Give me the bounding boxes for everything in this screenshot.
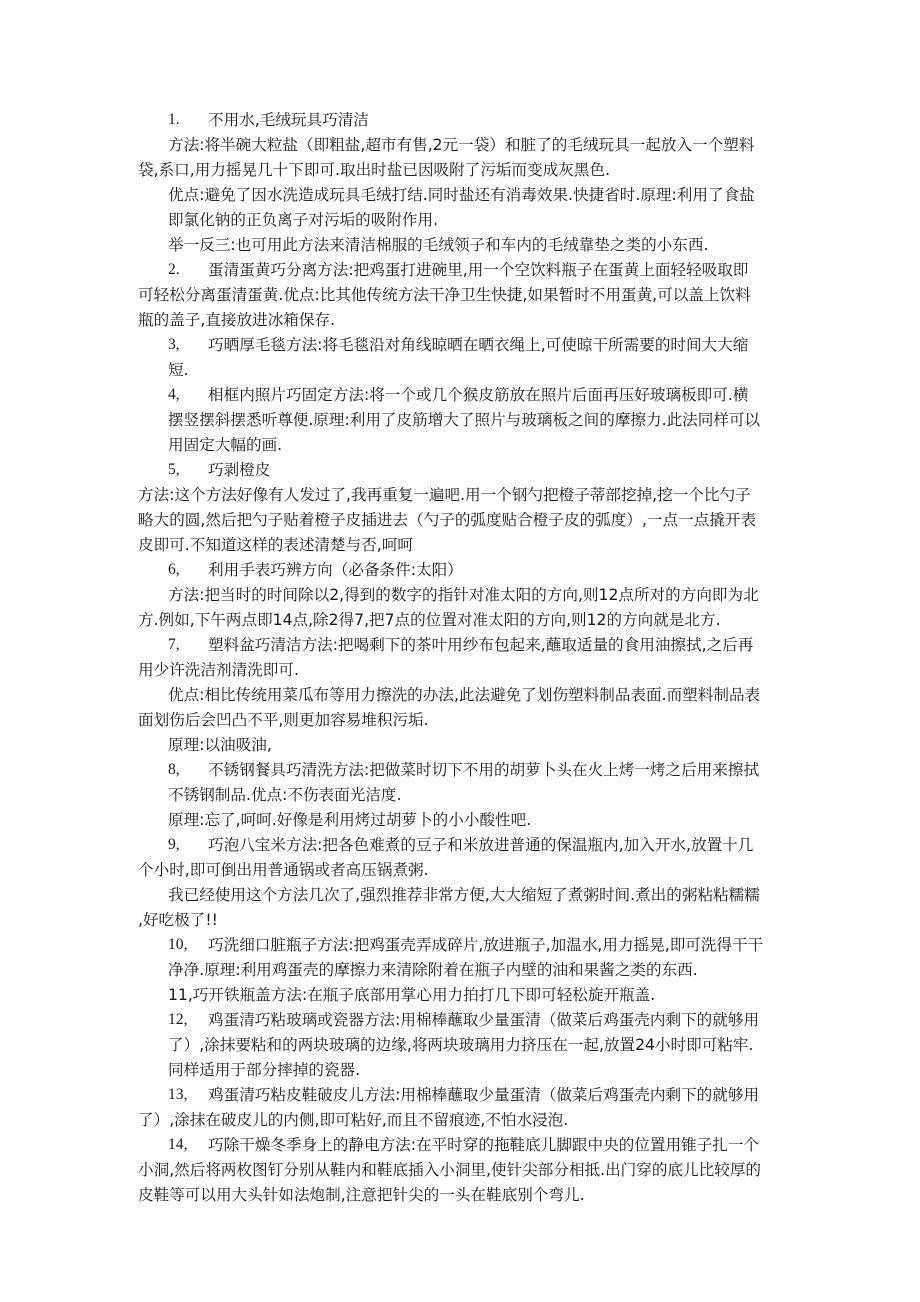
text-line: 我已经使用这个方法几次了,强烈推荐非常方便,大大缩短了煮粥时间.煮出的粥粘粘糯糯 bbox=[168, 886, 760, 904]
text-line: 优点:避免了因水洗造成玩具毛绒打结.同时盐还有消毒效果.快捷省时.原理:利用了食盐 bbox=[168, 186, 755, 204]
text-line: 方法:这个方法好像有人发过了,我再重复一遍吧.用一个钢勺把橙子蒂部挖掉,挖一个比勺子 bbox=[138, 486, 751, 504]
item-heading: 塑料盆巧清洁方法:把喝剩下的茶叶用纱布包起来,蘸取适量的食用油擦拭,之后再 bbox=[208, 636, 754, 654]
item-number: 10, bbox=[168, 936, 188, 953]
text-line: 瓶的盖子,直接放进冰箱保存. bbox=[138, 311, 336, 329]
item-number: 3, bbox=[168, 336, 180, 353]
item-number: 2. bbox=[168, 261, 180, 278]
item-heading: 利用手表巧辨方向（必备条件:太阳） bbox=[208, 561, 463, 579]
item-heading: 巧洗细口脏瓶子方法:把鸡蛋壳弄成碎片,放进瓶子,加温水,用力摇晃,即可洗得干干 bbox=[208, 936, 764, 954]
item-number: 4, bbox=[168, 386, 180, 403]
text-line: 11,巧开铁瓶盖方法:在瓶子底部用掌心用力拍打几下即可轻松旋开瓶盖. bbox=[168, 986, 656, 1004]
text-line: 同样适用于部分摔掉的瓷器. bbox=[168, 1061, 361, 1079]
text-line: 方.例如,下午两点即14点,除2得7,把7点的位置对准太阳的方向,则12的方向就是北方. bbox=[138, 611, 721, 629]
text-line: 用少许洗洁剂清洗即可. bbox=[138, 661, 299, 679]
text-line: 略大的圆,然后把勺子贴着橙子皮插进去（勺子的弧度贴合橙子皮的弧度）,一点一点撬开表 bbox=[138, 511, 757, 529]
item-number: 12, bbox=[168, 1011, 188, 1028]
text-line: 原理:以油吸油, bbox=[168, 736, 272, 754]
item-number: 9, bbox=[168, 836, 180, 853]
item-heading: 鸡蛋清巧粘皮鞋破皮儿方法:用棉棒蘸取少量蛋清（做菜后鸡蛋壳内剩下的就够用 bbox=[208, 1086, 760, 1104]
text-line: 短. bbox=[168, 361, 189, 379]
item-number: 5, bbox=[168, 461, 180, 478]
text-line: 即氯化钠的正负离子对污垢的吸附作用. bbox=[168, 211, 439, 229]
item-heading: 巧除干燥冬季身上的静电方法:在平时穿的拖鞋底儿脚跟中央的位置用锥子扎一个 bbox=[208, 1136, 760, 1154]
item-number: 14, bbox=[168, 1136, 188, 1153]
item-heading: 巧泡八宝米方法:把各色难煮的豆子和米放进普通的保温瓶内,加入开水,放置十几 bbox=[208, 836, 754, 854]
text-line: 举一反三:也可用此方法来清洁棉服的毛绒领子和车内的毛绒靠垫之类的小东西. bbox=[168, 236, 709, 254]
text-line: 方法:将半碗大粒盐（即粗盐,超市有售,2元一袋）和脏了的毛绒玩具一起放入一个塑料 bbox=[168, 136, 755, 154]
item-number: 6, bbox=[168, 561, 180, 578]
text-line: 皮鞋等可以用大头针如法炮制,注意把针尖的一头在鞋底别个弯儿. bbox=[138, 1186, 585, 1204]
text-line: 面划伤后会凹凸不平,则更加容易堆积污垢. bbox=[138, 711, 429, 729]
text-line: 小洞,然后将两枚图钉分别从鞋内和鞋底插入小洞里,使针尖部分相抵.出门穿的底儿比较厚的 bbox=[138, 1161, 762, 1179]
text-line: 个小时,即可倒出用普通锅或者高压锅煮粥. bbox=[138, 861, 429, 879]
item-heading: 巧剥橙皮 bbox=[208, 461, 271, 479]
item-heading: 鸡蛋清巧粘玻璃或瓷器方法:用棉棒蘸取少量蛋清（做菜后鸡蛋壳内剩下的就够用 bbox=[208, 1011, 760, 1029]
item-heading: 巧晒厚毛毯方法:将毛毯沿对角线晾晒在晒衣绳上,可使晾干所需要的时间大大缩 bbox=[208, 336, 749, 354]
text-line: 了）,涂抹要粘和的两块玻璃的边缘,将两块玻璃用力挤压在一起,放置24小时即可粘牢. bbox=[168, 1036, 754, 1054]
text-line: 摆竖摆斜摆悉听尊便.原理:利用了皮筋增大了照片与玻璃板之间的摩擦力.此法同样可以 bbox=[168, 411, 761, 429]
text-line: 净净.原理:利用鸡蛋壳的摩擦力来清除附着在瓶子内壁的油和果酱之类的东西. bbox=[168, 961, 698, 979]
item-number: 1. bbox=[168, 111, 180, 128]
item-number: 13, bbox=[168, 1086, 188, 1103]
text-line: 原理:忘了,呵呵.好像是利用烤过胡萝卜的小小酸性吧. bbox=[168, 811, 532, 829]
item-heading: 蛋清蛋黄巧分离方法:把鸡蛋打进碗里,用一个空饮料瓶子在蛋黄上面轻轻吸取即 bbox=[208, 261, 749, 279]
text-line: 方法:把当时的时间除以2,得到的数字的指针对准太阳的方向,则12点所对的方向即为北 bbox=[168, 586, 759, 604]
item-number: 8, bbox=[168, 761, 180, 778]
text-line: 用固定大幅的画. bbox=[168, 436, 283, 454]
text-line: 优点:相比传统用菜瓜布等用力擦洗的办法,此法避免了划伤塑料制品表面.而塑料制品表 bbox=[168, 686, 761, 704]
item-heading: 不用水,毛绒玩具巧清洁 bbox=[208, 111, 369, 129]
text-line: 皮即可.不知道这样的表述清楚与否,呵呵 bbox=[138, 536, 414, 554]
text-line: 袋,系口,用力摇晃几十下即可.取出时盐已因吸附了污垢而变成灰黑色. bbox=[138, 161, 611, 179]
text-line: 不锈钢制品.优点:不伤表面光洁度. bbox=[168, 786, 402, 804]
item-number: 7, bbox=[168, 636, 180, 653]
text-line: 了）,涂抹在破皮儿的内侧,即可粘好,而且不留痕迹,不怕水浸泡. bbox=[138, 1111, 569, 1129]
item-heading: 不锈钢餐具巧清洗方法:把做菜时切下不用的胡萝卜头在火上烤一烤之后用来擦拭 bbox=[208, 761, 760, 779]
text-line: 可轻松分离蛋清蛋黄.优点:比其他传统方法干净卫生快捷,如果暂时不用蛋黄,可以盖上饮料 bbox=[138, 286, 751, 304]
text-line: ,好吃极了!! bbox=[138, 911, 218, 929]
item-heading: 相框内照片巧固定方法:将一个或几个猴皮筋放在照片后面再压好玻璃板即可.横 bbox=[208, 386, 749, 404]
